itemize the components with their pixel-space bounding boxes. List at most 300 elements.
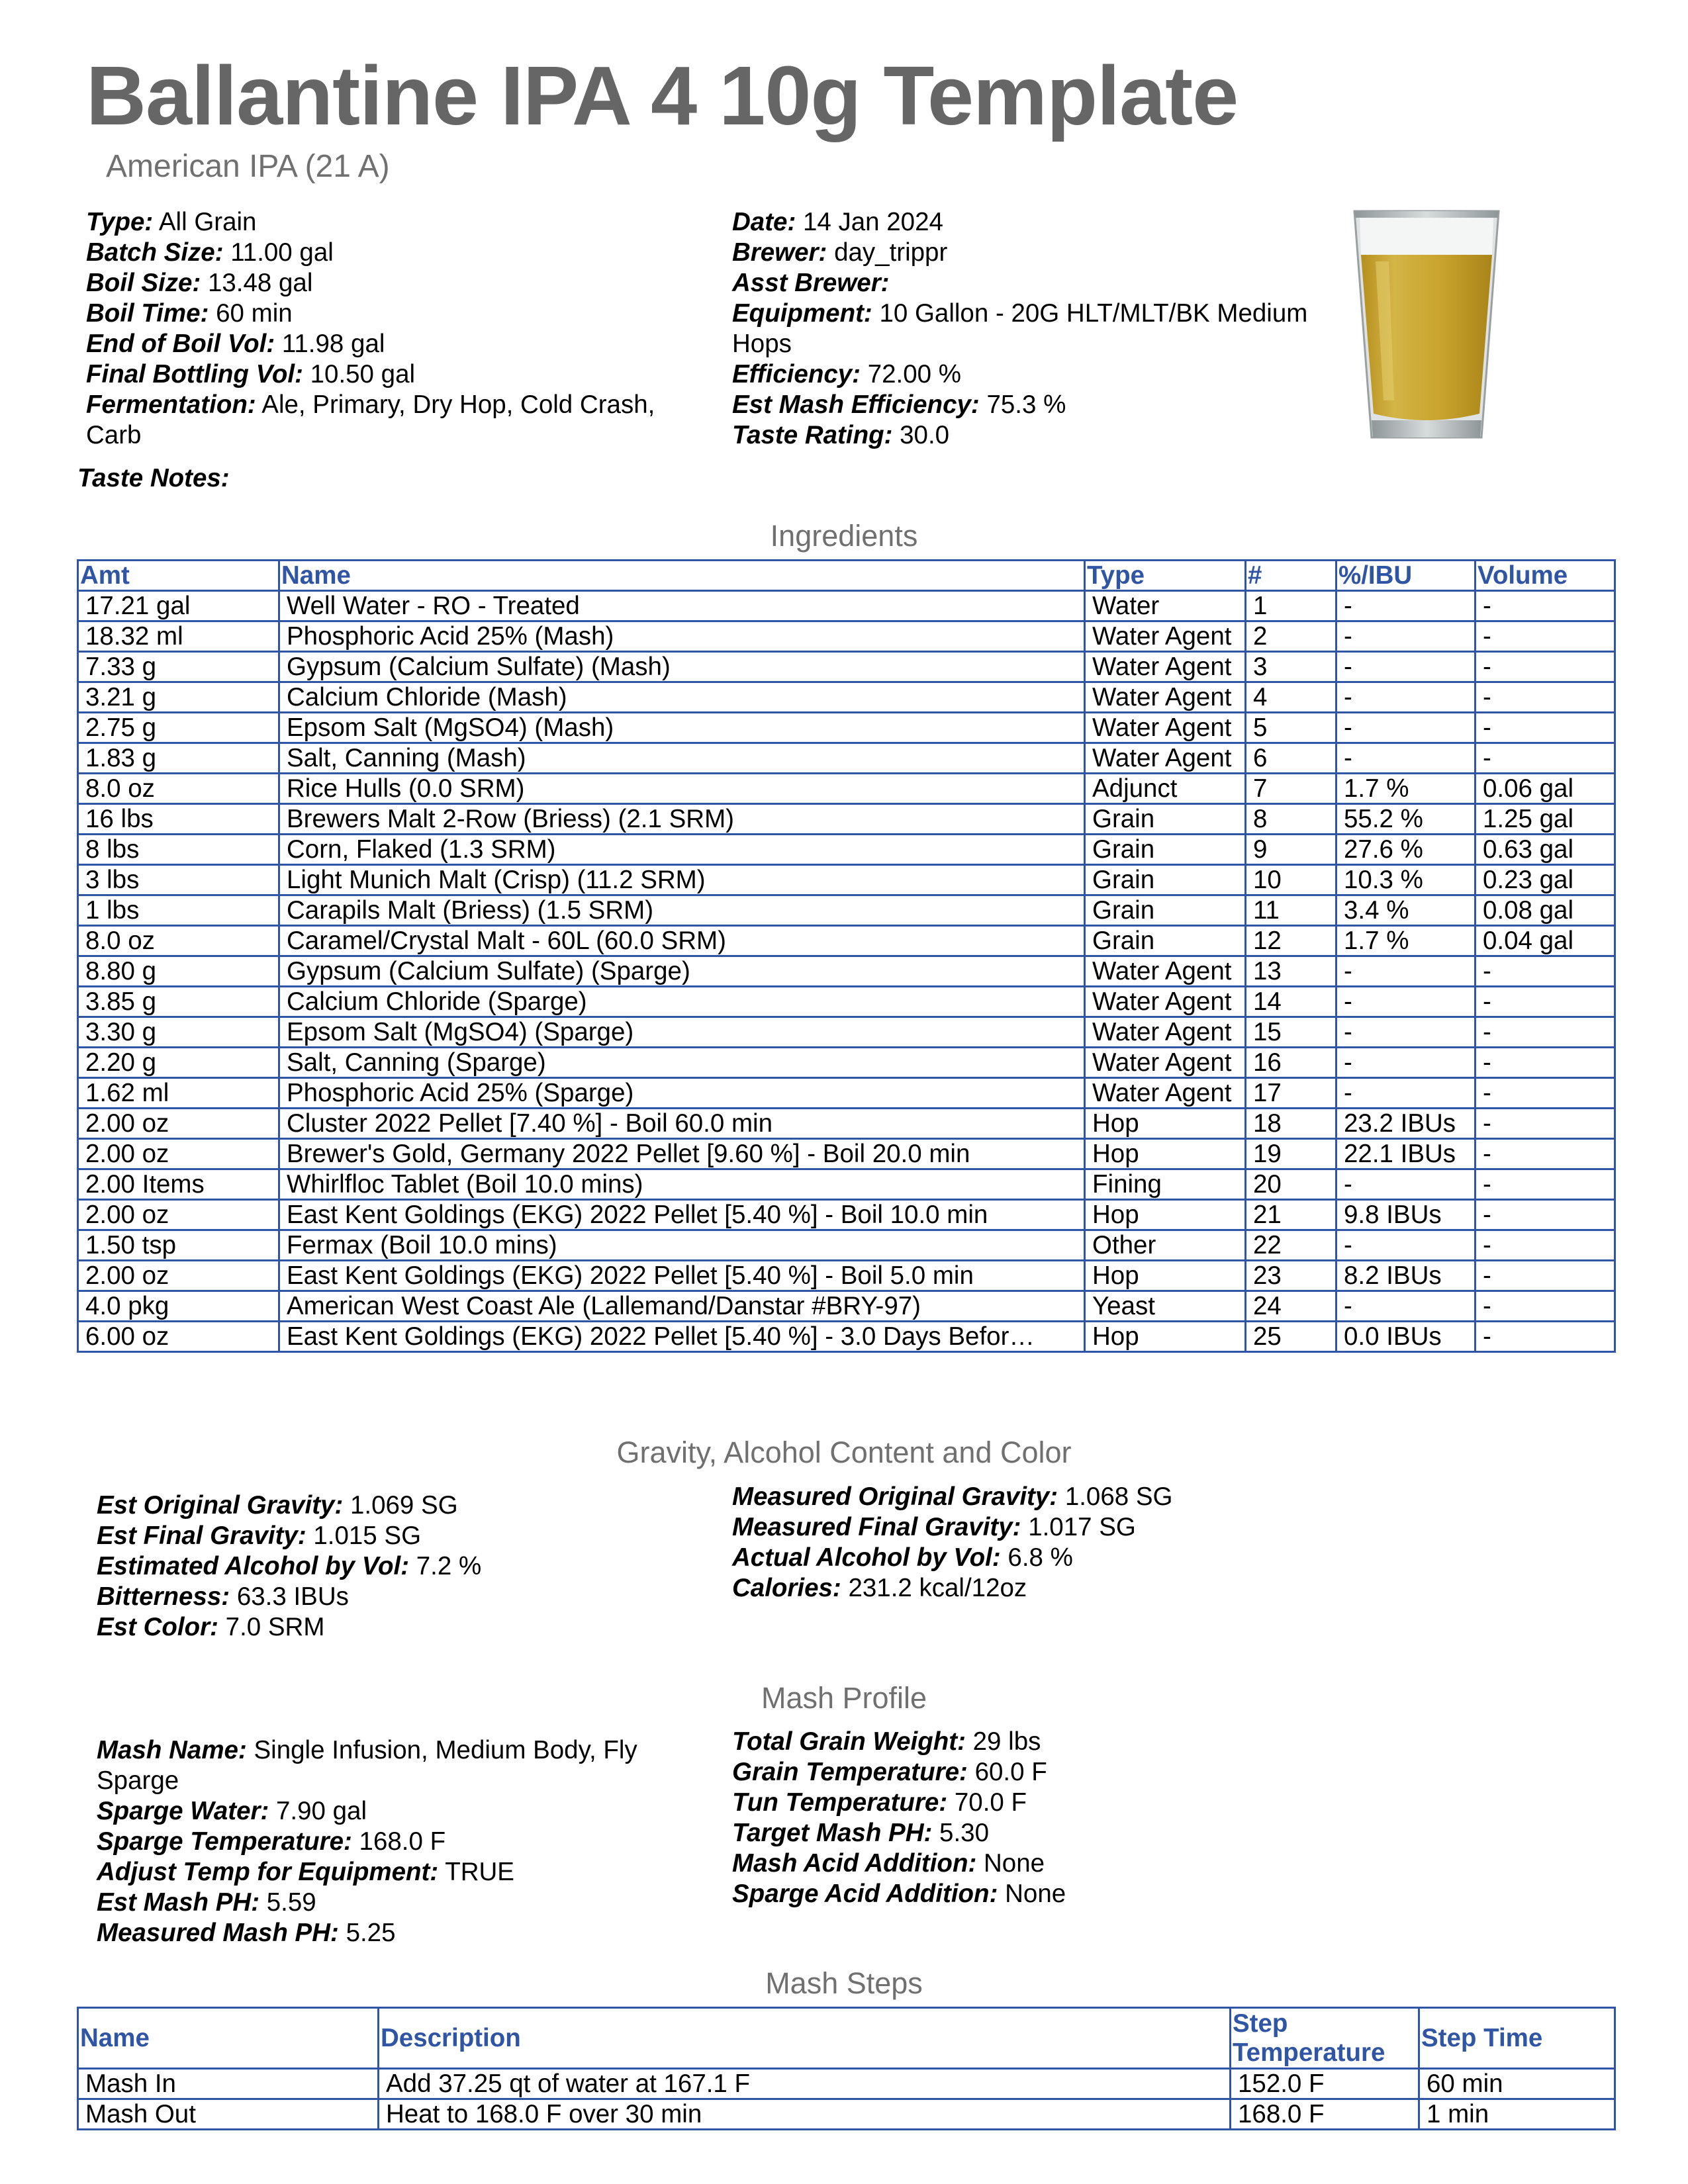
field-row — [97, 1582, 712, 1612]
table-cell: - — [1336, 1017, 1476, 1048]
field-label: Taste Rating: — [732, 421, 893, 449]
table-cell: 55.2 % — [1336, 804, 1476, 835]
table-cell: 6.00 oz — [78, 1322, 279, 1352]
table-cell: - — [1476, 1017, 1615, 1048]
table-cell: 17.21 gal — [78, 591, 279, 621]
recipe-title: Ballantine IPA 4 10g Template — [86, 49, 1239, 142]
field-row — [732, 1482, 1348, 1512]
table-cell: Adjunct — [1085, 774, 1246, 804]
field-value: Single Infusion, Medium Body, Fly Sparge — [97, 1736, 637, 1795]
field-row — [86, 329, 695, 359]
table-cell: 1 — [1246, 591, 1336, 621]
field-row — [97, 1612, 712, 1643]
table-cell: - — [1336, 1291, 1476, 1322]
field-label: Est Mash Efficiency: — [732, 390, 980, 419]
table-cell: - — [1336, 1048, 1476, 1078]
ingredient-row — [78, 652, 1615, 682]
field-label: Bitterness: — [97, 1582, 230, 1611]
ingredient-row — [78, 774, 1615, 804]
table-cell: 2.00 oz — [78, 1109, 279, 1139]
table-cell: - — [1476, 1200, 1615, 1230]
table-cell: - — [1476, 743, 1615, 774]
field-label: Efficiency: — [732, 360, 861, 388]
field-row — [732, 359, 1315, 390]
table-cell: Epsom Salt (MgSO4) (Sparge) — [279, 1017, 1085, 1048]
table-cell: American West Coast Ale (Lallemand/Danstar #BRY-97) — [279, 1291, 1085, 1322]
beer-glass-icon — [1350, 208, 1503, 443]
gravity-heading: Gravity, Alcohol Content and Color — [616, 1435, 1072, 1469]
table-cell: - — [1336, 1230, 1476, 1261]
table-cell: Calcium Chloride (Sparge) — [279, 987, 1085, 1017]
ingredient-row — [78, 1078, 1615, 1109]
table-cell: Water Agent — [1085, 652, 1246, 682]
table-cell: 4.0 pkg — [78, 1291, 279, 1322]
table-cell: 2.20 g — [78, 1048, 279, 1078]
field-value: 13.48 gal — [207, 269, 313, 297]
table-cell: - — [1336, 682, 1476, 713]
table-cell: Caramel/Crystal Malt - 60L (60.0 SRM) — [279, 926, 1085, 956]
field-label: Equipment: — [732, 299, 872, 328]
table-cell: 7.33 g — [78, 652, 279, 682]
table-cell: 60 min — [1419, 2069, 1615, 2099]
ingredients-table — [77, 559, 1616, 1353]
table-cell: Gypsum (Calcium Sulfate) (Mash) — [279, 652, 1085, 682]
ingredient-row — [78, 682, 1615, 713]
ingredient-row — [78, 1322, 1615, 1352]
table-cell: 16 lbs — [78, 804, 279, 835]
table-cell: Carapils Malt (Briess) (1.5 SRM) — [279, 895, 1085, 926]
table-cell: Mash Out — [78, 2099, 379, 2130]
field-value: 10.50 gal — [310, 360, 416, 388]
field-row — [86, 298, 695, 329]
taste-notes-label: Taste Notes: — [77, 464, 230, 492]
field-value: 14 Jan 2024 — [802, 208, 943, 236]
table-cell: - — [1476, 1048, 1615, 1078]
ingredient-row — [78, 1200, 1615, 1230]
table-cell: 20 — [1246, 1169, 1336, 1200]
table-cell: 8 — [1246, 804, 1336, 835]
table-cell: Light Munich Malt (Crisp) (11.2 SRM) — [279, 865, 1085, 895]
field-value: 29 lbs — [972, 1727, 1041, 1756]
ingredient-row — [78, 1109, 1615, 1139]
table-cell: - — [1336, 621, 1476, 652]
table-cell: Cluster 2022 Pellet [7.40 %] - Boil 60.0 min — [279, 1109, 1085, 1139]
field-label: Estimated Alcohol by Vol: — [97, 1552, 410, 1580]
column-header: Type — [1085, 561, 1246, 591]
field-row — [732, 1879, 1348, 1909]
table-cell: - — [1336, 956, 1476, 987]
table-cell: Grain — [1085, 865, 1246, 895]
column-header: Amt — [78, 561, 279, 591]
field-label: Est Color: — [97, 1613, 218, 1641]
field-row — [97, 1551, 712, 1582]
table-cell: 1.50 tsp — [78, 1230, 279, 1261]
table-cell: 1.7 % — [1336, 926, 1476, 956]
field-label: Type: — [86, 208, 154, 236]
field-row — [732, 1727, 1348, 1757]
table-cell: Water Agent — [1085, 682, 1246, 713]
field-value: 72.00 % — [867, 360, 961, 388]
field-row — [732, 207, 1315, 238]
table-cell: Other — [1085, 1230, 1246, 1261]
field-label: Sparge Temperature: — [97, 1827, 352, 1856]
table-cell: - — [1336, 1169, 1476, 1200]
field-value: 11.98 gal — [281, 330, 385, 358]
field-value: 1.069 SG — [350, 1491, 458, 1520]
table-cell: Grain — [1085, 804, 1246, 835]
table-cell: 9.8 IBUs — [1336, 1200, 1476, 1230]
table-cell: - — [1476, 987, 1615, 1017]
field-row — [732, 298, 1315, 359]
field-value: 168.0 F — [359, 1827, 446, 1856]
table-cell: Water Agent — [1085, 621, 1246, 652]
table-cell: - — [1476, 1230, 1615, 1261]
table-cell: 23 — [1246, 1261, 1336, 1291]
table-cell: - — [1336, 713, 1476, 743]
table-cell: 8.2 IBUs — [1336, 1261, 1476, 1291]
summary-right — [732, 207, 1315, 451]
table-cell: 23.2 IBUs — [1336, 1109, 1476, 1139]
field-label: Tun Temperature: — [732, 1788, 948, 1817]
table-cell: Whirlfloc Tablet (Boil 10.0 mins) — [279, 1169, 1085, 1200]
table-cell: 7 — [1246, 774, 1336, 804]
table-cell: - — [1476, 591, 1615, 621]
table-cell: Water Agent — [1085, 713, 1246, 743]
mash-steps-heading: Mash Steps — [765, 1966, 923, 2000]
field-label: Brewer: — [732, 238, 827, 267]
field-value: None — [1005, 1880, 1066, 1908]
column-header: # — [1246, 561, 1336, 591]
table-cell: 14 — [1246, 987, 1336, 1017]
field-value: 1.068 SG — [1064, 1482, 1173, 1511]
field-row — [732, 390, 1315, 420]
table-cell: Grain — [1085, 835, 1246, 865]
table-cell: East Kent Goldings (EKG) 2022 Pellet [5.40 %] - 3.0 Days Befor… — [279, 1322, 1085, 1352]
field-label: Measured Original Gravity: — [732, 1482, 1058, 1511]
field-value: 30.0 — [900, 421, 950, 449]
table-cell: - — [1476, 1078, 1615, 1109]
column-header: Name — [279, 561, 1085, 591]
ingredient-row — [78, 956, 1615, 987]
field-label: Boil Size: — [86, 269, 201, 297]
table-cell: 6 — [1246, 743, 1336, 774]
field-row — [732, 1757, 1348, 1788]
ingredient-row — [78, 1291, 1615, 1322]
table-cell: 3 — [1246, 652, 1336, 682]
field-label: Measured Final Gravity: — [732, 1513, 1021, 1541]
ingredient-row — [78, 1017, 1615, 1048]
table-cell: - — [1476, 1291, 1615, 1322]
table-cell: Brewer's Gold, Germany 2022 Pellet [9.60 %] - Boil 20.0 min — [279, 1139, 1085, 1169]
table-cell: - — [1476, 621, 1615, 652]
field-value: 7.90 gal — [276, 1797, 367, 1825]
table-cell: Salt, Canning (Sparge) — [279, 1048, 1085, 1078]
table-cell: 18 — [1246, 1109, 1336, 1139]
table-cell: 3.21 g — [78, 682, 279, 713]
table-cell: Corn, Flaked (1.3 SRM) — [279, 835, 1085, 865]
field-label: Mash Name: — [97, 1736, 247, 1764]
field-value: 1.015 SG — [313, 1522, 422, 1550]
mash-step-row — [78, 2069, 1615, 2099]
field-label: Batch Size: — [86, 238, 224, 267]
table-cell: Fermax (Boil 10.0 mins) — [279, 1230, 1085, 1261]
table-cell: 8 lbs — [78, 835, 279, 865]
table-cell: 1.25 gal — [1476, 804, 1615, 835]
field-value: TRUE — [445, 1858, 514, 1886]
table-cell: 11 — [1246, 895, 1336, 926]
field-value: 10 Gallon - 20G HLT/MLT/BK Medium Hops — [732, 299, 1308, 358]
table-cell: Phosphoric Acid 25% (Sparge) — [279, 1078, 1085, 1109]
field-row — [86, 268, 695, 298]
table-cell: 18.32 ml — [78, 621, 279, 652]
table-cell: - — [1336, 743, 1476, 774]
field-value: 5.59 — [266, 1888, 316, 1917]
field-row — [97, 1735, 712, 1796]
field-value: All Grain — [158, 208, 257, 236]
table-cell: 0.0 IBUs — [1336, 1322, 1476, 1352]
ingredient-row — [78, 865, 1615, 895]
table-cell: Epsom Salt (MgSO4) (Mash) — [279, 713, 1085, 743]
field-value: 70.0 F — [954, 1788, 1027, 1817]
recipe-style: American IPA (21 A) — [106, 149, 390, 184]
table-cell: - — [1336, 652, 1476, 682]
table-cell: 2.75 g — [78, 713, 279, 743]
column-header: Step Time — [1419, 2008, 1615, 2069]
table-cell: 3 lbs — [78, 865, 279, 895]
mash-profile-heading: Mash Profile — [761, 1681, 927, 1715]
ingredients-heading: Ingredients — [770, 519, 918, 553]
column-header: Step Temperature — [1231, 2008, 1419, 2069]
table-cell: 24 — [1246, 1291, 1336, 1322]
table-cell: Water Agent — [1085, 1078, 1246, 1109]
field-value: 63.3 IBUs — [236, 1582, 349, 1611]
table-cell: Hop — [1085, 1322, 1246, 1352]
field-row — [732, 1818, 1348, 1848]
mash-profile-right — [732, 1727, 1348, 1909]
table-cell: Phosphoric Acid 25% (Mash) — [279, 621, 1085, 652]
field-label: Adjust Temp for Equipment: — [97, 1858, 439, 1886]
ingredient-row — [78, 804, 1615, 835]
field-row — [86, 390, 695, 451]
table-cell: 13 — [1246, 956, 1336, 987]
table-cell: 0.04 gal — [1476, 926, 1615, 956]
table-cell: - — [1476, 1322, 1615, 1352]
ingredient-row — [78, 713, 1615, 743]
table-cell: 0.08 gal — [1476, 895, 1615, 926]
field-row — [732, 268, 1315, 298]
table-cell: - — [1476, 956, 1615, 987]
table-cell: Fining — [1085, 1169, 1246, 1200]
ingredient-row — [78, 895, 1615, 926]
table-cell: 8.80 g — [78, 956, 279, 987]
table-cell: 168.0 F — [1231, 2099, 1419, 2130]
table-cell: 1 min — [1419, 2099, 1615, 2130]
field-row — [732, 1848, 1348, 1879]
field-label: Grain Temperature: — [732, 1758, 968, 1786]
table-cell: 22 — [1246, 1230, 1336, 1261]
table-cell: Hop — [1085, 1139, 1246, 1169]
table-cell: Mash In — [78, 2069, 379, 2099]
table-cell: 1.83 g — [78, 743, 279, 774]
table-cell: - — [1336, 591, 1476, 621]
field-value: 75.3 % — [986, 390, 1066, 419]
table-cell: 1.62 ml — [78, 1078, 279, 1109]
ingredient-row — [78, 1261, 1615, 1291]
table-cell: Water Agent — [1085, 1048, 1246, 1078]
field-label: Fermentation: — [86, 390, 256, 419]
table-cell: 0.23 gal — [1476, 865, 1615, 895]
table-cell: - — [1476, 713, 1615, 743]
ingredient-row — [78, 1169, 1615, 1200]
field-row — [97, 1796, 712, 1827]
gravity-left — [97, 1490, 712, 1643]
field-row — [97, 1490, 712, 1521]
field-label: Sparge Acid Addition: — [732, 1880, 998, 1908]
table-cell: 21 — [1246, 1200, 1336, 1230]
table-cell: Water Agent — [1085, 1017, 1246, 1048]
column-header: Volume — [1476, 561, 1615, 591]
table-cell: 10 — [1246, 865, 1336, 895]
table-cell: Water Agent — [1085, 956, 1246, 987]
gravity-right — [732, 1482, 1348, 1604]
field-row — [732, 1573, 1348, 1604]
ingredient-row — [78, 1139, 1615, 1169]
table-cell: - — [1476, 682, 1615, 713]
field-row — [732, 238, 1315, 268]
field-label: Est Final Gravity: — [97, 1522, 306, 1550]
field-label: Est Original Gravity: — [97, 1491, 344, 1520]
table-cell: - — [1476, 1139, 1615, 1169]
table-cell: 4 — [1246, 682, 1336, 713]
table-cell: 5 — [1246, 713, 1336, 743]
table-cell: Water — [1085, 591, 1246, 621]
table-cell: 2.00 oz — [78, 1261, 279, 1291]
field-label: Target Mash PH: — [732, 1819, 933, 1847]
table-cell: Brewers Malt 2-Row (Briess) (2.1 SRM) — [279, 804, 1085, 835]
field-row — [97, 1521, 712, 1551]
mash-steps-table — [77, 2007, 1616, 2130]
ingredient-row — [78, 1048, 1615, 1078]
field-label: Boil Time: — [86, 299, 209, 328]
table-cell: 27.6 % — [1336, 835, 1476, 865]
field-label: Est Mash PH: — [97, 1888, 260, 1917]
table-cell: 16 — [1246, 1048, 1336, 1078]
table-cell: 17 — [1246, 1078, 1336, 1109]
ingredient-row — [78, 743, 1615, 774]
field-value: 60.0 F — [974, 1758, 1047, 1786]
table-cell: Rice Hulls (0.0 SRM) — [279, 774, 1085, 804]
table-cell: 10.3 % — [1336, 865, 1476, 895]
field-row — [732, 1788, 1348, 1818]
table-cell: Calcium Chloride (Mash) — [279, 682, 1085, 713]
field-value: day_trippr — [834, 238, 948, 267]
field-row — [732, 1512, 1348, 1543]
table-cell: 8.0 oz — [78, 926, 279, 956]
field-label: Calories: — [732, 1574, 841, 1602]
ingredient-row — [78, 1230, 1615, 1261]
field-label: Measured Mash PH: — [97, 1919, 339, 1947]
table-cell: 12 — [1246, 926, 1336, 956]
ingredient-row — [78, 926, 1615, 956]
field-row — [86, 359, 695, 390]
table-cell: Water Agent — [1085, 987, 1246, 1017]
field-value: 5.25 — [346, 1919, 396, 1947]
ingredient-row — [78, 987, 1615, 1017]
mash-profile-left — [97, 1735, 712, 1948]
field-value: 11.00 gal — [230, 238, 334, 267]
table-cell: 152.0 F — [1231, 2069, 1419, 2099]
table-cell: Heat to 168.0 F over 30 min — [379, 2099, 1231, 2130]
table-cell: 2 — [1246, 621, 1336, 652]
table-cell: 3.30 g — [78, 1017, 279, 1048]
field-value: None — [984, 1849, 1045, 1878]
table-cell: Gypsum (Calcium Sulfate) (Sparge) — [279, 956, 1085, 987]
table-cell: 0.63 gal — [1476, 835, 1615, 865]
table-cell: - — [1476, 1169, 1615, 1200]
field-label: End of Boil Vol: — [86, 330, 275, 358]
table-cell: 19 — [1246, 1139, 1336, 1169]
table-cell: - — [1336, 1078, 1476, 1109]
table-cell: 2.00 oz — [78, 1200, 279, 1230]
field-label: Date: — [732, 208, 796, 236]
field-row — [86, 207, 695, 238]
column-header: %/IBU — [1336, 561, 1476, 591]
table-cell: Well Water - RO - Treated — [279, 591, 1085, 621]
summary-left — [86, 207, 695, 451]
table-cell: 3.85 g — [78, 987, 279, 1017]
table-cell: - — [1476, 652, 1615, 682]
table-cell: 8.0 oz — [78, 774, 279, 804]
mash-step-row — [78, 2099, 1615, 2130]
column-header: Description — [379, 2008, 1231, 2069]
field-label: Total Grain Weight: — [732, 1727, 966, 1756]
table-cell: Salt, Canning (Mash) — [279, 743, 1085, 774]
ingredient-row — [78, 835, 1615, 865]
field-row — [86, 238, 695, 268]
table-cell: 1.7 % — [1336, 774, 1476, 804]
table-cell: 0.06 gal — [1476, 774, 1615, 804]
field-value: 60 min — [216, 299, 293, 328]
ingredients-header-row — [78, 561, 1615, 591]
table-cell: East Kent Goldings (EKG) 2022 Pellet [5.40 %] - Boil 10.0 min — [279, 1200, 1085, 1230]
field-row — [97, 1827, 712, 1857]
table-cell: 9 — [1246, 835, 1336, 865]
field-row — [97, 1918, 712, 1948]
ingredient-row — [78, 621, 1615, 652]
field-label: Final Bottling Vol: — [86, 360, 303, 388]
field-row — [97, 1857, 712, 1888]
table-cell: Yeast — [1085, 1291, 1246, 1322]
field-value: 5.30 — [939, 1819, 989, 1847]
table-cell: Water Agent — [1085, 743, 1246, 774]
table-cell: East Kent Goldings (EKG) 2022 Pellet [5.40 %] - Boil 5.0 min — [279, 1261, 1085, 1291]
table-cell: - — [1476, 1109, 1615, 1139]
table-cell: 2.00 Items — [78, 1169, 279, 1200]
field-value: 7.0 SRM — [225, 1613, 325, 1641]
field-value: 1.017 SG — [1028, 1513, 1136, 1541]
field-label: Actual Alcohol by Vol: — [732, 1543, 1001, 1572]
table-cell: - — [1476, 1261, 1615, 1291]
field-row — [732, 1543, 1348, 1573]
field-value: 6.8 % — [1008, 1543, 1073, 1572]
field-label: Asst Brewer: — [732, 269, 890, 297]
field-value: 231.2 kcal/12oz — [848, 1574, 1027, 1602]
table-cell: Hop — [1085, 1261, 1246, 1291]
column-header: Name — [78, 2008, 379, 2069]
field-row — [97, 1888, 712, 1918]
table-cell: Hop — [1085, 1200, 1246, 1230]
table-cell: Grain — [1085, 926, 1246, 956]
